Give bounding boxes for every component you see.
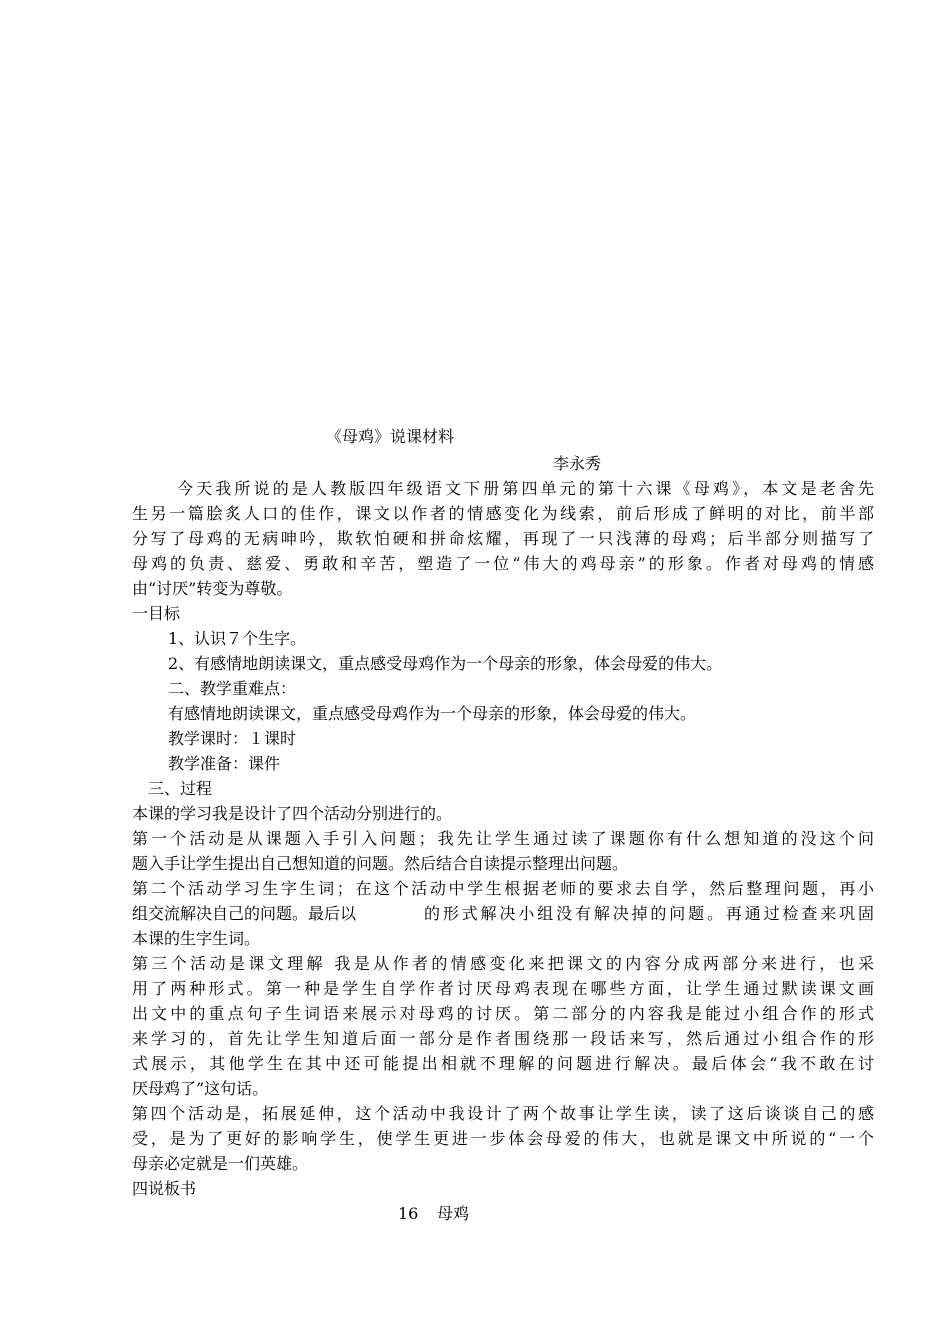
document-title: 《母鸡》说课材料 [326, 427, 455, 446]
board-number: 16 [398, 1204, 419, 1223]
process-intro: 本课的学习我是设计了四个活动分别进行的。 [132, 804, 453, 823]
activity4-line: 第四个活动是，拓展延伸，这个活动中我设计了两个故事让学生读，读了这后谈谈自己的感 [132, 1104, 874, 1123]
intro-line: 由“讨厌”转变为尊敬。 [132, 579, 293, 598]
activity3-line: 厌母鸡了”这句话。 [132, 1079, 269, 1098]
activity2-line: 的形式解决小组没有解决掉的问题。再通过检查来巩固 [424, 904, 874, 923]
section-heading-key-points: 二、教学重难点： [168, 679, 297, 698]
intro-line: 母鸡的负责、慈爱、勇敢和辛苦，塑造了一位“伟大的鸡母亲”的形象。作者对母鸡的情感 [132, 554, 874, 573]
key-point-text: 有感情地朗读课文，重点感受母鸡作为一个母亲的形象，体会母爱的伟大。 [168, 704, 697, 723]
activity3-line: 出文中的重点句子生词语来展示对母鸡的讨厌。第二部分的内容我是能过小组合作的形式 [132, 1004, 874, 1023]
activity1-line: 题入手让学生提出自己想知道的问题。然后结合自读提示整理出问题。 [132, 854, 629, 873]
section-heading-process: 三、过程 [148, 779, 213, 798]
teaching-prep: 教学准备：课件 [168, 754, 281, 773]
section-heading-board: 四说板书 [132, 1179, 197, 1198]
activity3-line: 用了两种形式。第一种是学生自学作者讨厌母鸡表现在哪些方面，让学生通过默读课文画 [132, 979, 874, 998]
activity3-line: 第三个活动是课文理解 我是从作者的情感变化来把课文的内容分成两部分来进行，也采 [132, 954, 874, 973]
section-heading-goals: 一目标 [132, 604, 181, 623]
author-name: 李永秀 [553, 454, 602, 473]
intro-line: 今天我所说的是人教版四年级语文下册第四单元的第十六课《母鸡》，本文是老舍先 [177, 479, 874, 498]
activity3-line: 来学习的，首先让学生知道后面一部分是作者围绕那一段话来写，然后通过小组合作的形 [132, 1029, 874, 1048]
goal-item: 2、有感情地朗读课文，重点感受母鸡作为一个母亲的形象，体会母爱的伟大。 [168, 654, 723, 673]
board-title: 母鸡 [437, 1204, 470, 1223]
activity2-line: 第二个活动学习生字生词；在这个活动中学生根据老师的要求去自学，然后整理问题，再小 [132, 879, 874, 898]
activity3-line: 式展示，其他学生在其中还可能提出相就不理解的问题进行解决。最后体会“我不敢在讨 [132, 1054, 874, 1073]
intro-line: 分写了母鸡的无病呻吟，欺软怕硬和拼命炫耀，再现了一只浅薄的母鸡；后半部分则描写了 [132, 529, 874, 548]
goal-item: 1、认识７个生字。 [168, 629, 307, 648]
teaching-hours: 教学课时：１课时 [168, 729, 297, 748]
intro-line: 生另一篇脍炙人口的佳作，课文以作者的情感变化为线索，前后形成了鲜明的对比，前半部 [132, 504, 874, 523]
activity4-line: 受，是为了更好的影响学生，使学生更进一步体会母爱的伟大，也就是课文中所说的“一个 [132, 1129, 874, 1148]
activity4-line: 母亲必定就是一们英雄。 [132, 1154, 309, 1173]
activity2-line: 本课的生字生词。 [132, 929, 261, 948]
activity1-line: 第一个活动是从课题入手引入问题；我先让学生通过读了课题你有什么想知道的没这个问 [132, 829, 874, 848]
activity2-line: 组交流解决自己的问题。最后以 [132, 904, 357, 923]
